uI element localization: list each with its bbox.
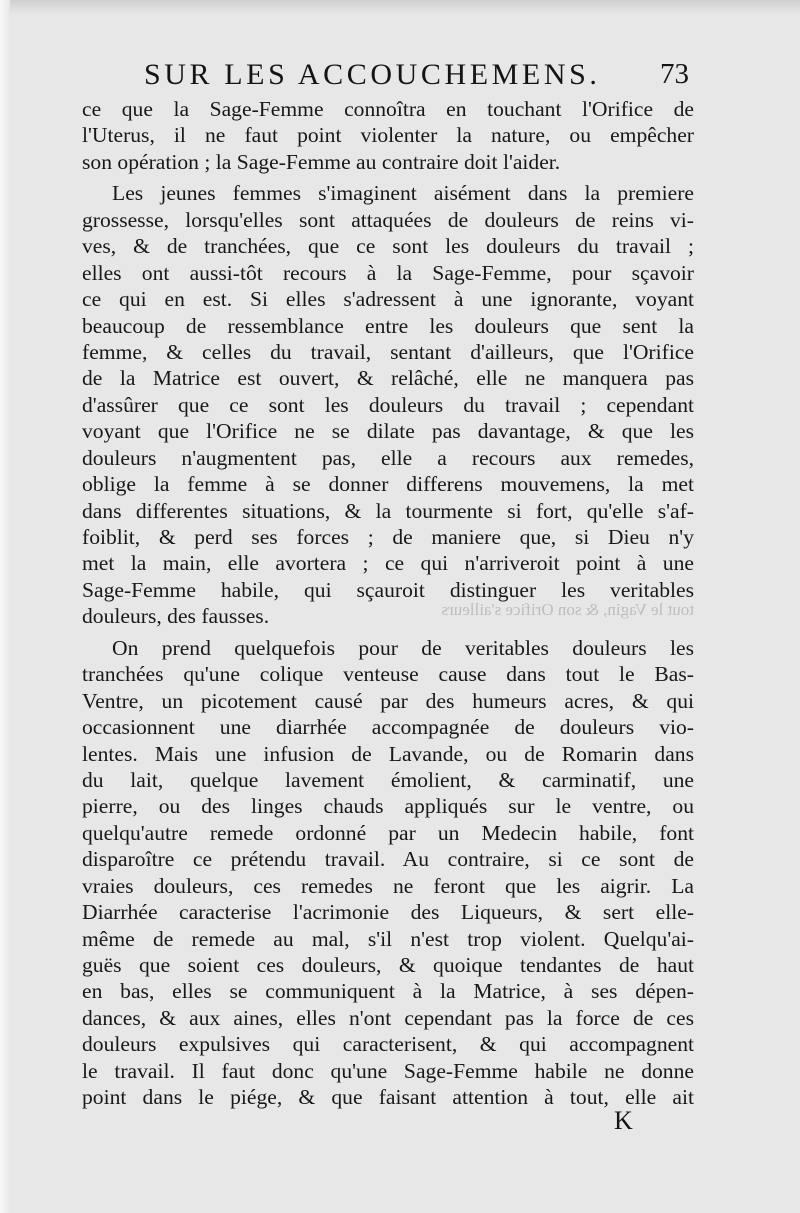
text-line: vraies douleurs, ces remedes ne feront que les aigrir. La [82,873,694,898]
text-line: de la Matrice est ouvert, & relâché, elle ne manquera pas [82,366,694,391]
text-line: beaucoup de ressemblance entre les douleurs que sent la [82,313,694,338]
text-line: Diarrhée caracterise l'acrimonie des Liqueurs, & sert elle- [82,900,694,925]
text-line: voyant que l'Orifice ne se dilate pas davantage, & que les [82,419,694,444]
page-top-shadow [0,0,800,14]
running-header [0,58,800,94]
text-line: On prend quelquefois pour de veritables douleurs les [112,635,694,660]
text-line: elles ont aussi-tôt recours à la Sage-Femme, pour sçavoir [82,260,694,285]
text-line: guës que soient ces douleurs, & quoique tendantes de haut [82,953,694,977]
text-line: Les jeunes femmes s'imaginent aisément dans la premiere [112,181,694,206]
running-title: SUR LES ACCOUCHEMENS. [144,58,601,91]
text-line: Ventre, un picotement causé par des humeurs acres, & qui [82,688,694,713]
text-line: tranchées qu'une colique venteuse cause dans tout le Bas- [82,662,694,687]
text-line: son opération ; la Sage-Femme au contraire doit l'aider. [82,149,561,174]
text-line: occasionnent une diarrhée accompagnée de douleurs vio- [82,715,694,740]
text-line: du lait, quelque lavement émolient, & carminatif, une [82,767,694,792]
text-line: disparoître ce prétendu travail. Au contraire, si ce sont de [82,847,694,872]
text-line: douleurs n'augmentent pas, elle a recours aux remedes, [82,445,694,470]
page-number: 73 [660,58,689,90]
text-line: foiblit, & perd ses forces ; de maniere que, si Dieu n'y [82,525,694,549]
text-line: grossesse, lorsqu'elles sont attaquées de douleurs de reins vi- [82,207,694,232]
page-left-edge [0,0,10,1213]
text-line: douleurs, des fausses. [82,604,270,629]
text-line: pierre, ou des linges chauds appliqués sur le ventre, ou [82,794,694,819]
text-line: Sage-Femme habile, qui sçauroit distinguer les veritables [82,577,694,602]
text-line: lentes. Mais une infusion de Lavande, ou de Romarin dans [82,741,694,766]
text-line: femme, & celles du travail, sentant d'ailleurs, que l'Orifice [82,339,694,364]
text-line: l'Uterus, il ne faut point violenter la nature, ou empêcher [82,123,694,148]
catchword: K [614,1106,633,1135]
text-line: en bas, elles se communiquent à la Matrice, à ses dépen- [82,979,694,1004]
text-line: ves, & de tranchées, que ce sont les douleurs du travail ; [82,234,694,259]
text-line: douleurs expulsives qui caracterisent, & qui accompagnent [82,1032,694,1057]
text-line: d'assûrer que ce sont les douleurs du travail ; cependant [82,392,694,417]
text-line: quelqu'autre remede ordonné par un Medecin habile, font [82,820,694,845]
text-line: dans differentes situations, & la tourmente si fort, qu'elle s'af- [82,498,694,523]
show-through-text: tout le Vagin, & son Orifice s'ailleurs [441,600,694,619]
text-line: le travail. Il faut donc qu'une Sage-Femme habile ne donne [82,1058,694,1083]
text-line: ce qui en est. Si elles s'adressent à une ignorante, voyant [82,287,694,312]
text-line: dances, & aux aines, elles n'ont cependant pas la force de ces [82,1005,694,1030]
text-line: même de remede au mal, s'il n'est trop violent. Quelqu'ai- [82,926,694,951]
text-line: point dans le piége, & que faisant attention à tout, elle ait [82,1085,694,1110]
text-line: oblige la femme à se donner differens mouvemens, la met [82,472,694,497]
text-line: ce que la Sage-Femme connoîtra en touchant l'Orifice de [82,97,694,121]
body-text [82,96,694,1111]
text-line: met la main, elle avortera ; ce qui n'arriveroit point à une [82,551,694,576]
